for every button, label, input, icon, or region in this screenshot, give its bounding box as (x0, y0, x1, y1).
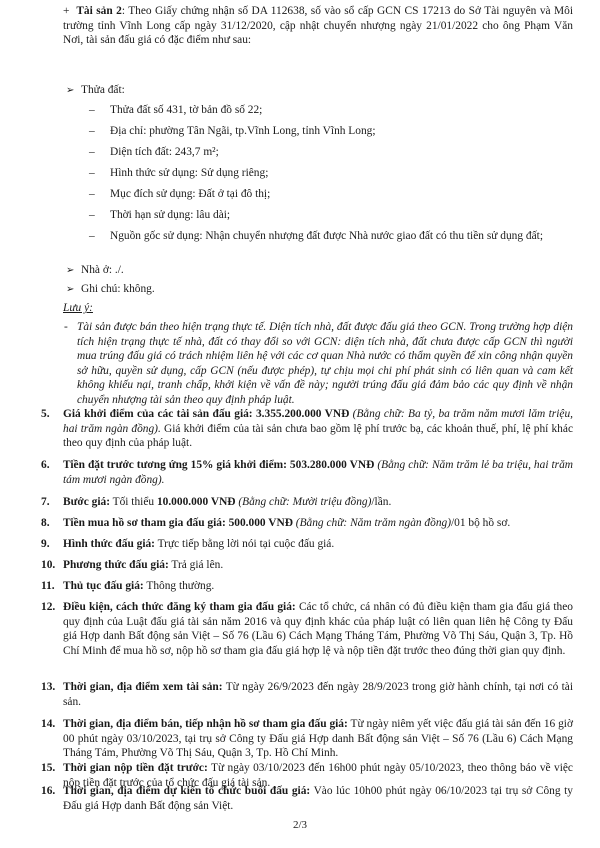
section-italic: (Bằng chữ: Mười triệu đồng) (235, 496, 372, 508)
section-16 (63, 784, 573, 813)
section-7 (63, 495, 573, 510)
section-bold: Thời gian nộp tiền đặt trước: (63, 762, 208, 774)
section-bold: Phương thức đấu giá: (63, 559, 169, 571)
section-rest: /01 bộ hồ sơ. (451, 517, 511, 529)
section-rest: Thông thường. (143, 580, 215, 592)
section-number: 13. (41, 681, 56, 693)
section-italic: (Bằng chữ: Ba tỷ, ba trăm năm mươi lăm triệu, hai trăm ngàn đồng). (63, 408, 573, 435)
asset2-label: Tài sản 2 (76, 5, 122, 17)
section-rest: Vào lúc 10h00 phút ngày 06/10/2023 tại trụ sở Công ty Đấu giá Hợp danh Bất động sản Việt. (63, 785, 574, 812)
section-number: 10. (41, 559, 56, 571)
section-number: 7. (41, 496, 50, 508)
section-12 (63, 600, 573, 658)
section-number: 9. (41, 538, 50, 550)
arrow-bullet-icon: ➢ (66, 265, 75, 276)
remark-heading: Lưu ý: (63, 302, 93, 314)
section-rest: Các tổ chức, cá nhân có đủ điều kiện tham gia đấu giá theo quy định của Luật đấu giá tài sản năm 2016 và quy định khác của pháp luật có liên quan liên hệ Công ty Đấu giá Hợp danh Bất động sản Việt – Số 76 (Lầu 6) Cách Mạng Tháng Tám, Phường Võ Thị Sáu, Quận 3, Tp. Hồ Chí Minh để mua hồ sơ, nộp hồ sơ tham gia đấu giá hợp lệ và nộp tiền đặt trước theo đúng thời gian quy định. (63, 601, 573, 657)
remark-text (77, 320, 573, 408)
section-bold: Thủ tục đấu giá: (63, 580, 144, 592)
section-11 (63, 579, 573, 594)
section-number: 6. (41, 459, 50, 471)
dash-bullet: – (89, 125, 95, 137)
house-line: Nhà ở: ./. (81, 264, 124, 276)
section-bold: Bước giá: (63, 496, 110, 508)
section-italic: (Bằng chữ: Năm trăm ngàn đồng) (292, 517, 452, 529)
land-item: Mục đích sử dụng: Đất ở tại đô thị; (110, 188, 271, 200)
note-line: Ghi chú: không. (81, 283, 155, 295)
remark-text-content: Tài sản được bán theo hiện trạng thực tế. Diện tích nhà, đất được đấu giá theo GCN. Trong trường hợp diện tích hiện trạng thực tế nhà, đất có thay đổi so với GCN: diện tích nhà, đất chưa được cấp GCN thì người mua trúng đấu giá có trách nhiệm liên hệ với các cơ quan Nhà nước có thẩm quyền để xin công nhận quyền sở hữu, quyền sử dụng, cấp GCN (nếu được phép), tự chịu mọi chi phí phát sinh có liên quan và cam kết không khiếu nại, tranh chấp, khởi kiện về vấn đề này; người trúng đấu giá đảm bảo các quy định về nhận chuyển nhượng tài sản theo quy định pháp luật. (77, 321, 573, 406)
asset2-prefix: + (63, 5, 70, 17)
arrow-bullet-icon: ➢ (66, 284, 75, 295)
dash-bullet: – (89, 188, 95, 200)
dash-bullet: – (89, 104, 95, 116)
dash-bullet: – (89, 209, 95, 221)
section-number: 16. (41, 785, 56, 797)
section-bold: Tiền mua hồ sơ tham gia đấu giá: 500.000 VNĐ (63, 517, 293, 529)
asset2-paragraph (63, 4, 573, 48)
section-rest: Từ ngày niêm yết việc đấu giá tài sản đến 16 giờ 00 phút ngày 03/10/2023, tại trụ sở Công ty Đấu giá Hợp danh Bất động sản Việt – Số 76 (Lầu 6) Cách Mạng Tháng Tám, Phường Võ Thị Sáu, Quận 3, Tp. Hồ Chí Minh. (63, 718, 573, 760)
land-item: Hình thức sử dụng: Sử dụng riêng; (110, 167, 269, 179)
asset2-text: : Theo Giấy chứng nhận số DA 112638, số vào sổ cấp GCN CS 17213 do Sở Tài nguyên và Môi trường tỉnh Vĩnh Long cấp ngày 31/12/2020, cập nhật chuyển nhượng ngày 21/01/2022 cho ông Phạm Văn Nơi, tài sản đấu giá có đặc điểm như sau: (63, 5, 573, 47)
section-number: 15. (41, 762, 56, 774)
section-bold: Điều kiện, cách thức đăng ký tham gia đấu giá: (63, 601, 296, 613)
land-item: Thửa đất số 431, tờ bản đồ số 22; (110, 104, 263, 116)
section-bold: Giá khởi điểm của các tài sản đấu giá: 3.355.200.000 VNĐ (63, 408, 350, 420)
land-item: Diện tích đất: 243,7 m²; (110, 146, 219, 158)
arrow-bullet-icon: ➢ (66, 85, 75, 96)
section-6 (63, 458, 573, 487)
section-5 (63, 407, 573, 451)
section-rest: Giá khởi điểm của tài sản chưa bao gồm lệ phí trước bạ, các khoản thuế, phí, lệ phí khác theo quy định của pháp luật. (63, 422, 573, 450)
section-rest: Trực tiếp bằng lời nói tại cuộc đấu giá. (154, 538, 335, 550)
land-item: Thời hạn sử dụng: lâu dài; (110, 209, 231, 221)
section-bold: Thời gian, địa điểm bán, tiếp nhận hồ sơ tham gia đấu giá: (63, 718, 348, 730)
section-8 (63, 516, 583, 531)
section-bold: Tiền đặt trước tương ứng 15% giá khởi điểm: 503.280.000 VNĐ (63, 459, 375, 471)
section-10 (63, 558, 573, 573)
section-9 (63, 537, 573, 552)
section-rest: Từ ngày 26/9/2023 đến ngày 28/9/2023 trong giờ hành chính, tại nơi có tài sản. (63, 681, 574, 708)
land-item: Địa chỉ: phường Tân Ngãi, tp.Vĩnh Long, tỉnh Vĩnh Long; (110, 125, 376, 137)
section-italic: (Bằng chữ: Năm trăm lẻ ba triệu, hai trăm tám mươi ngàn đồng). (63, 459, 573, 486)
dash-bullet: – (89, 167, 95, 179)
dash-bullet: – (89, 146, 95, 158)
section-rest: /lần. (371, 496, 392, 508)
section-bold: Hình thức đấu giá: (63, 538, 155, 550)
section-bold: Thời gian, địa điểm xem tài sản: (63, 681, 223, 693)
section-number: 5. (41, 408, 50, 420)
dash-bullet: – (89, 230, 95, 242)
section-rest: Trả giá lên. (168, 559, 224, 571)
section-rest: Từ ngày 03/10/2023 đến 16h00 phút ngày 05/10/2023, theo thông báo về việc nộp tiền đặt trước của tổ chức đấu giá tài sản. (63, 762, 573, 789)
dash-bullet: - (64, 321, 68, 333)
section-13 (63, 680, 573, 709)
section-number: 11. (41, 580, 55, 592)
section-bold2: 10.000.000 VNĐ (156, 496, 236, 508)
page-number: 2/3 (292, 819, 308, 831)
section-bold: Thời gian, địa điểm dự kiến tổ chức buổi đấu giá: (63, 785, 311, 797)
section-rest1: Tối thiểu (110, 496, 157, 508)
section-number: 12. (41, 601, 56, 613)
land-heading: Thửa đất: (81, 84, 125, 96)
land-item: Nguồn gốc sử dụng: Nhận chuyển nhượng đất được Nhà nước giao đất có thu tiền sử dụng đất; (110, 230, 543, 242)
section-14 (63, 717, 573, 761)
section-number: 8. (41, 517, 50, 529)
section-number: 14. (41, 718, 56, 730)
